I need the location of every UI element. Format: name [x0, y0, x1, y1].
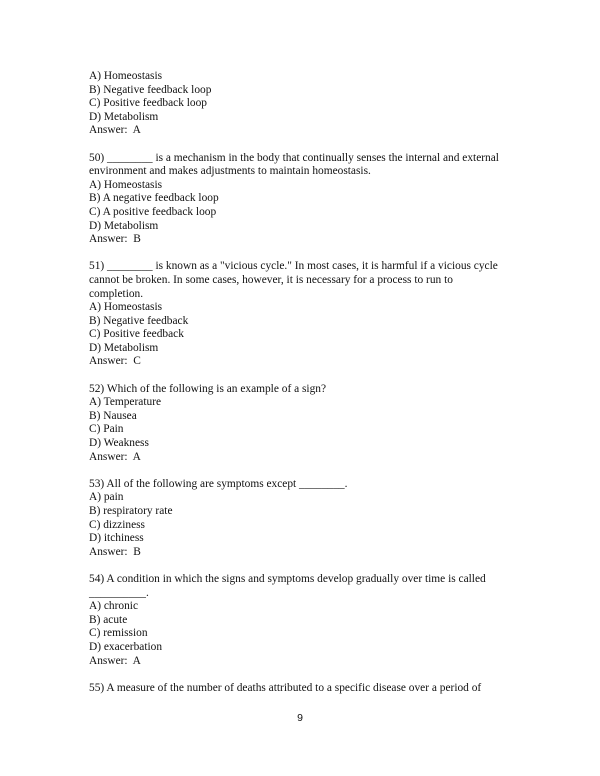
option-a: A) Homeostasis [89, 301, 163, 314]
question-stem: completion. [89, 287, 144, 300]
question-stem: 53) All of the following are symptoms except ________. [89, 477, 348, 490]
option-b: B) respiratory rate [89, 505, 173, 517]
question-stem: 55) A measure of the number of deaths attributed to a specific disease over a period of [89, 681, 482, 694]
question-53 [89, 478, 529, 560]
option-a: A) pain [89, 491, 124, 504]
page-number: 9 [297, 712, 303, 724]
answer: Answer: B [89, 233, 141, 246]
answer: Answer: A [89, 124, 141, 137]
option-a: A) Homeostasis [89, 178, 163, 191]
option-c: C) Positive feedback [89, 328, 184, 341]
question-51 [89, 260, 529, 369]
option-c: C) Positive feedback loop [89, 97, 207, 110]
question-stem: 50) ________ is a mechanism in the body that continually senses the internal and external [89, 151, 499, 164]
question-stem: __________. [89, 586, 149, 599]
option-d: D) exacerbation [89, 640, 163, 653]
answer: Answer: A [89, 654, 141, 667]
answer: Answer: B [89, 545, 141, 558]
option-d: D) Metabolism [89, 219, 159, 232]
option-c: C) Pain [89, 423, 124, 436]
option-c: C) dizziness [89, 518, 145, 531]
option-b: B) A negative feedback loop [89, 192, 219, 205]
option-b: B) Negative feedback loop [89, 83, 212, 96]
option-d: D) itchiness [89, 532, 144, 545]
question-54 [89, 573, 529, 668]
question-stem: 52) Which of the following is an example of a sign? [89, 382, 327, 395]
option-c: C) remission [89, 627, 148, 640]
option-d: D) Metabolism [89, 341, 159, 354]
question-stem: 51) ________ is known as a "vicious cycle." In most cases, it is harmful if a vicious cycle [89, 260, 498, 273]
option-b: B) acute [89, 613, 128, 626]
question-49-tail [89, 70, 529, 138]
option-b: B) Nausea [89, 409, 137, 422]
question-55 [89, 682, 529, 696]
option-d: D) Weakness [89, 437, 149, 450]
option-c: C) A positive feedback loop [89, 205, 217, 218]
option-a: A) chronic [89, 600, 139, 613]
answer: Answer: C [89, 355, 141, 368]
answer: Answer: A [89, 450, 141, 463]
option-a: A) Homeostasis [89, 70, 163, 82]
question-stem: environment and makes adjustments to maintain homeostasis. [89, 165, 371, 178]
option-a: A) Temperature [89, 396, 162, 409]
question-52 [89, 383, 529, 465]
question-stem: 54) A condition in which the signs and symptoms develop gradually over time is called [89, 572, 486, 585]
option-d: D) Metabolism [89, 110, 159, 123]
question-list [89, 70, 529, 709]
option-b: B) Negative feedback [89, 314, 189, 327]
question-50 [89, 152, 529, 247]
question-stem: cannot be broken. In some cases, however, it is necessary for a process to run to [89, 273, 453, 286]
